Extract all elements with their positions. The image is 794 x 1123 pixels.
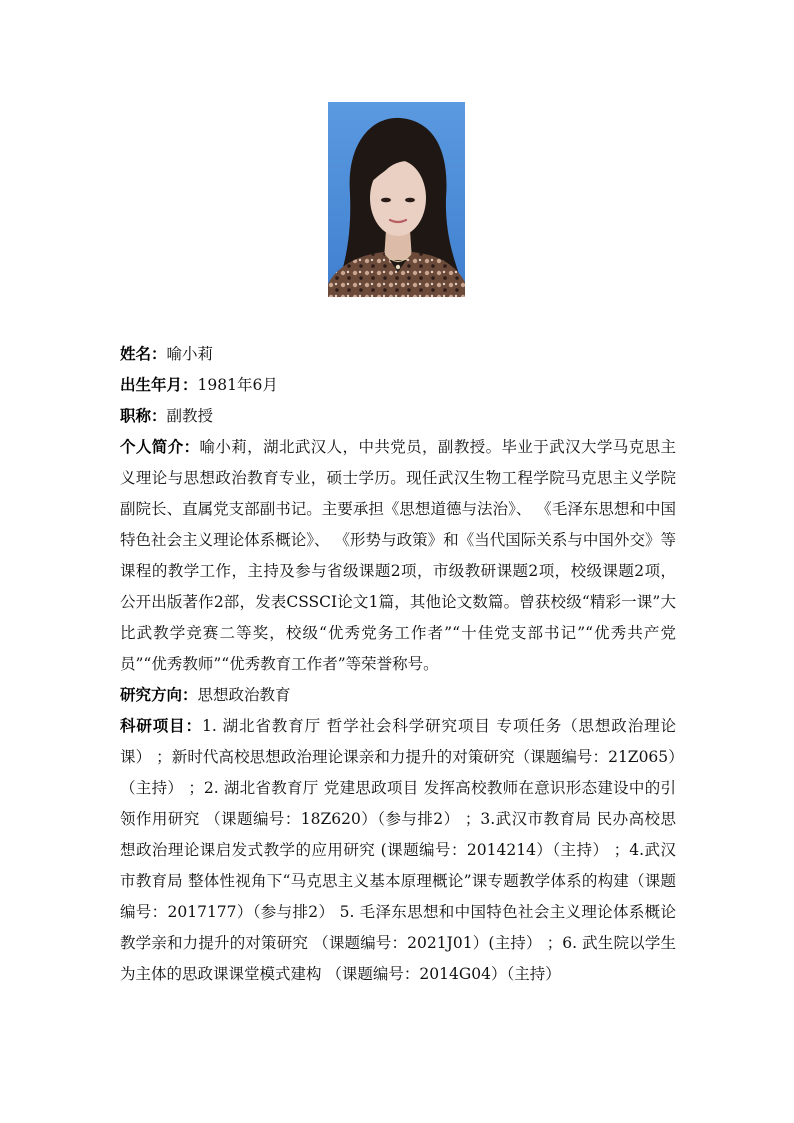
bio-paragraph [120, 432, 676, 680]
research-value: 思想政治教育 [197, 686, 291, 704]
name-row [120, 339, 676, 370]
profile-photo [328, 102, 465, 297]
title-label: 职称： [120, 407, 167, 425]
projects-paragraph [120, 711, 676, 990]
birth-value: 1981年6月 [197, 376, 278, 394]
name-label: 姓名： [120, 345, 167, 363]
name-value: 喻小莉 [166, 345, 214, 363]
birth-label: 出生年月： [120, 376, 198, 394]
profile-content [120, 339, 676, 990]
bio-label: 个人简介： [120, 438, 200, 456]
title-row [120, 401, 676, 432]
research-label: 研究方向： [120, 686, 198, 704]
bio-value: 喻小莉，湖北武汉人，中共党员，副教授。毕业于武汉大学马克思主义理论与思想政治教育专业，硕士学历。现任武汉生物工程学院马克思主义学院副院长、直属党支部副书记。主要承担《思想道德与法治》、 《毛泽东思想和中国特色社会主义理论体系概论》、 《形势与政策》和《当代国际关系与中国外交》等课程的教学工作，主持及参与省级课题2项，市级教研课题2项，校级课题2项，公开出版著作2部，发表CSSCI论文1篇，其他论文数篇。曾获校级“精彩一课”大比武教学竞赛二等奖，校级“优秀党务工作者”“十佳党支部书记”“优秀共产党员”“优秀教师”“优秀教育工作者”等荣誉称号。 [120, 438, 676, 673]
projects-label: 科研项目： [120, 717, 202, 735]
portrait-image [328, 102, 465, 297]
projects-value: 1. 湖北省教育厅 哲学社会科学研究项目 专项任务（思想政治理论课） ；新时代高校思想政治理论课亲和力提升的对策研究（课题编号：21Z065）（主持） ；2. 湖北省教育厅 党建思政项目 发挥高校教师在意识形态建设中的引领作用研究 （课题编号：18Z620）（参与排2） ；3.武汉市教育局 民办高校思想政治理论课启发式教学的应用研究 (课题编号：2014214）（主持） ；4.武汉市教育局 整体性视角下“马克思主义基本原理概论”课专题教学体系的构建（课题编号：2017177）（参与排2） 5. 毛泽东思想和中国特色社会主义理论体系概论教学亲和力提升的对策研究 （课题编号：2021J01）(主持） ；6. 武生院以学生为主体的思政课课堂模式建构 （课题编号：2014G04）（主持） [120, 717, 676, 983]
research-row [120, 680, 676, 711]
birth-row [120, 370, 676, 401]
title-value: 副教授 [166, 407, 214, 425]
